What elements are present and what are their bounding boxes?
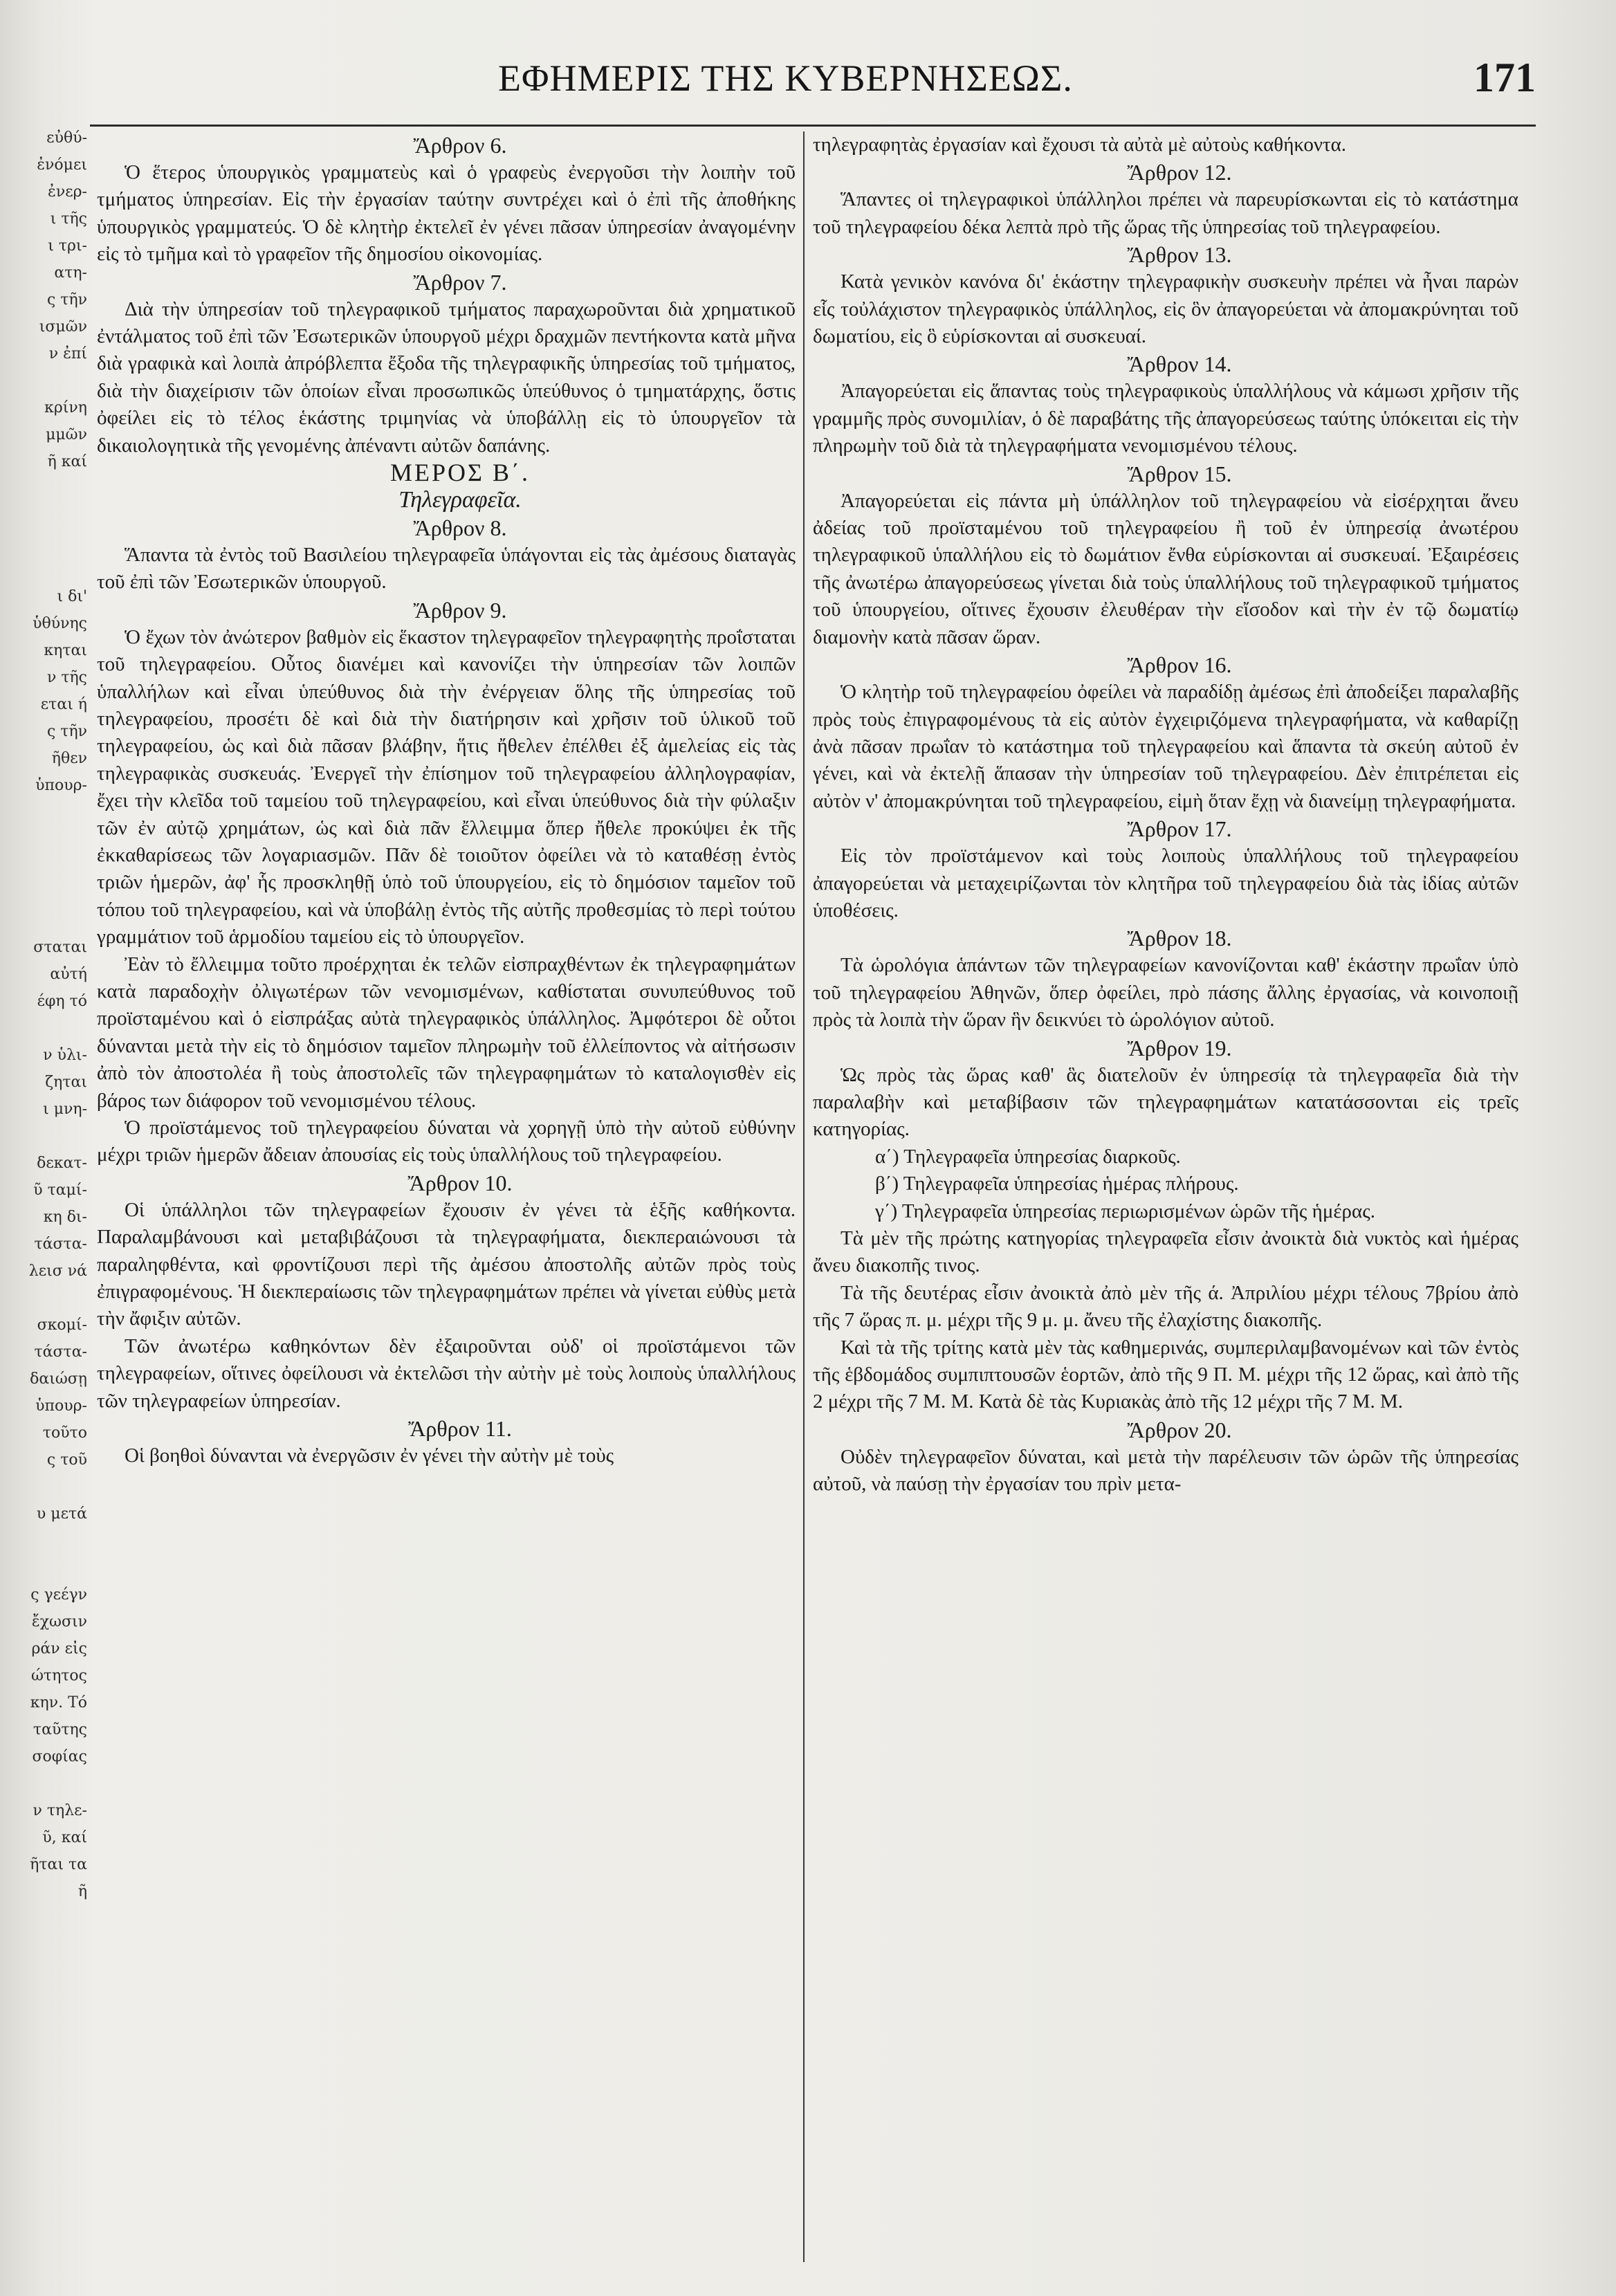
- list-item: γ΄) Τηλεγραφεῖα ὑπηρεσίας περιωρισμένων ὡρῶν τῆς ἡμέρας.: [875, 1200, 1375, 1222]
- paragraph: Ἅπαντες οἱ τηλεγραφικοὶ ὑπάλληλοι πρέπει νὰ παρευρίσκωνται εἰς τὸ κατάστημα τοῦ τηλεγραφείου δέκα λεπτὰ πρὸ τῆς ὥρας τῆς ὑπηρεσίας τοῦ τηλεγραφείου.: [813, 188, 1518, 238]
- edge-fragment: ατη-: [54, 264, 87, 282]
- paragraph: Ἐὰν τὸ ἔλλειμμα τοῦτο προέρχηται ἐκ τελῶν εἰσπραχθέντων ἐκ τηλεγραφημάτων κατὰ παραδοχὴν ὀλιγωτέρων τῶν νενομισμένων, καθίσταται συνυπεύθυνος τοῦ προϊσταμένου καὶ ὁ εἰσπράξας αὐτὰ τηλεγραφικὸς ὑπάλληλος. Ἀμφότεροι δὲ οὗτοι δύνανται μετὰ τὴν εἰς τὸ δημόσιον ταμεῖον πληρωμὴν τοῦ ἐλλείποντος νὰ αἰτήσωσιν ἀπὸ τὸν ἀποστολέα ἢ τοὺς ἀποστολεῖς τῶν τηλεγραφημάτων τὸ καταλογισθὲν εἰς βάρος των διάφορον τοῦ νενομισμένου τέλους.: [97, 953, 796, 1112]
- paragraph: Οἱ ὑπάλληλοι τῶν τηλεγραφείων ἔχουσιν ἐν γένει τὰ ἑξῆς καθήκοντα. Παραλαμβάνουσι καὶ μεταβιβάζουσι τὰ τηλεγραφήματα, διεκπεραιώνουσι τὰ παραληφθέντα, καὶ φροντίζουσι περὶ τῆς ἀμέσου ἀποστολῆς αὐτῶν πρὸς τοὺς ἐπιγραφομένους. Ἡ διεκπεραίωσις τῶν τηλεγραφημάτων πρέπει νὰ γίνεται εὐθὺς μετὰ τὴν ἄφιξιν αὐτῶν.: [97, 1198, 796, 1330]
- edge-fragment: [0, 1770, 87, 1797]
- article-heading: Ἄρθρον 15.: [1127, 461, 1232, 486]
- article-heading: Ἄρθρον 19.: [1127, 1035, 1232, 1060]
- edge-fragment: ν τηλε-: [33, 1802, 87, 1819]
- article-heading: Ἄρθρον 13.: [1127, 242, 1232, 268]
- edge-fragment: ῆ καί: [47, 453, 87, 470]
- paragraph: Διὰ τὴν ὑπηρεσίαν τοῦ τηλεγραφικοῦ τμήματος παραχωροῦνται διὰ χρηματικοῦ ἐντάλματος τοῦ ἐπὶ τῶν Ἐσωτερικῶν ὑπουργοῦ μέχρι δραχμῶν πεντήκοντα κατὰ μῆνα διὰ γραφικὰ καὶ λοιπὰ ἀπρόβλεπτα ἔξοδα τῆς τηλεγραφικῆς ὑπηρεσίας τοῦ τμήματος, διὰ τὴν διαχείρισιν τῶν ὁποίων εἶναι προσωπικῶς ὑπεύθυνος ὁ τμηματάρχης, ὅστις ὀφείλει εἰς τὸ τέλος ἑκάστης τριμηνίας νὰ ὑποβάλλῃ εἰς τὸ ὑπουργεῖον τὰ δικαιολογητικὰ τῆς γενομένης ἀπέναντι αὐτῶν δαπάνης.: [97, 297, 796, 457]
- paragraph: Εἰς τὸν προϊστάμενον καὶ τοὺς λοιποὺς ὑπαλλήλους τοῦ τηλεγραφείου ἀπαγορεύεται νὰ μεταχειρίζωνται τὸν κλητῆρα τοῦ τηλεγραφείου διὰ τὰς ἰδίας αὐτῶν ὑποθέσεις.: [813, 845, 1518, 921]
- article-heading: Ἄρθρον 10.: [407, 1170, 513, 1195]
- column-divider: [803, 131, 805, 2262]
- article-heading: Ἄρθρον 8.: [413, 515, 507, 540]
- article-heading: Ἄρθρον 20.: [1127, 1417, 1232, 1442]
- edge-fragment: ῦ, καί: [42, 1829, 87, 1846]
- gazette-title: ΕΦΗΜΕΡΙΣ ΤΗΣ ΚΥΒΕΡΝΗΣΕΩΣ.: [498, 57, 1073, 99]
- edge-fragment: δαιώσῃ: [30, 1370, 87, 1388]
- part-subheading: Τηλεγραφεῖα.: [398, 487, 522, 513]
- part-heading: ΜΕΡΟΣ Β΄.: [390, 459, 530, 487]
- edge-fragment: κην. Τό: [30, 1694, 87, 1711]
- paragraph: Τὰ τῆς δευτέρας εἶσιν ἀνοικτὰ ἀπὸ μὲν τῆς ά. Ἀπριλίου μέχρι τέλους 7βρίου ἀπὸ τῆς 7 ὥρας π. μ. μέχρι τῆς 9 μ. μ. ἄνευ τῆς ἐλαχίστης διακοπῆς.: [813, 1281, 1518, 1332]
- paragraph: Ἀπαγορεύεται εἰς ἅπαντας τοὺς τηλεγραφικοὺς ὑπαλλήλους νὰ κάμωσι χρῆσιν τῆς γραμμῆς πρὸς συνομιλίαν, ὁ δὲ παραβάτης τῆς ἀπαγορεύσεως ταύτης ὑπόκειται εἰς τὴν πληρωμὴν τοῦ διὰ τὰ τηλεγραφήματα νενομισμένου τέλους.: [813, 380, 1518, 457]
- edge-fragment: ώτητος: [30, 1667, 87, 1684]
- paragraph: Ὁ κλητὴρ τοῦ τηλεγραφείου ὀφείλει νὰ παραδίδῃ ἀμέσως ἐπὶ ἀποδείξει παραλαβῆς πρὸς τοὺς ἐπιγραφομένους τὰ εἰς αὐτὸν ἐγχειριζόμενα τηλεγραφήματα, νὰ καθαρίζῃ ἀνὰ πᾶσαν πρωΐαν τὸ κατάστημα τοῦ τηλεγραφείου καὶ ἅπαντα τὰ σκεύη αὐτοῦ ἐν γένει, καὶ νὰ ἐκτελῇ ἅπασαν τὴν ὑπηρεσίαν τοῦ τηλεγραφείου. Δὲν ἐπιτρέπεται εἰς αὐτὸν ν' ἀπομακρύνηται τοῦ τηλεγραφείου, εἰμὴ ὅταν ἔχῃ νὰ διανείμῃ τηλεγραφήματα.: [813, 681, 1518, 812]
- edge-fragment: ι μνη-: [43, 1101, 87, 1118]
- article-heading: Ἄρθρον 14.: [1127, 351, 1232, 377]
- edge-fragment: εὐθύ-: [46, 129, 87, 147]
- edge-fragment: [0, 826, 87, 853]
- edge-fragment: δεκατ-: [37, 1155, 87, 1172]
- page-header: [484, 57, 1536, 112]
- article-heading: Ἄρθρον 16.: [1127, 652, 1232, 678]
- page-number: 171: [1473, 55, 1536, 100]
- edge-fragment: ς γεέγν: [30, 1586, 87, 1604]
- header-rule: [90, 125, 1536, 127]
- edge-fragment: αὐτή: [50, 966, 87, 983]
- edge-fragment: ν ἐπί: [48, 345, 87, 362]
- edge-fragment: ς τοῦ: [46, 1451, 87, 1469]
- edge-fragment: [0, 1285, 87, 1312]
- edge-fragment: κρίνη: [44, 399, 87, 416]
- edge-fragment: μμῶν: [46, 426, 87, 443]
- paragraph: Τὰ μὲν τῆς πρώτης κατηγορίας τηλεγραφεῖα εἶσιν ἀνοικτὰ διὰ νυκτὸς καὶ ἡμέρας ἄνευ διακοπῆς τινος.: [813, 1227, 1518, 1277]
- edge-fragment: ὑπουρ-: [35, 1397, 87, 1415]
- edge-fragment: ς τῆν: [46, 291, 87, 309]
- edge-fragment: λεισ νά: [28, 1262, 87, 1280]
- edge-fragment: [0, 556, 87, 583]
- edge-fragment: τοῦτο: [42, 1424, 87, 1442]
- edge-fragment: [0, 367, 87, 394]
- article-heading: Ἄρθρον 7.: [413, 269, 507, 295]
- edge-fragment: ι τῆς: [50, 210, 87, 228]
- edge-fragment: [0, 1554, 87, 1581]
- edge-fragment: ἔχωσιν: [31, 1613, 87, 1631]
- article-heading: Ἄρθρον 11.: [408, 1416, 512, 1442]
- edge-fragment: ι δι': [57, 588, 87, 605]
- edge-fragment: ἐνόμει: [37, 156, 87, 174]
- edge-fragment: σοφίας: [32, 1748, 87, 1765]
- edge-fragment: έφη τό: [37, 993, 87, 1010]
- adjacent-page-edge-fragments: [0, 125, 90, 2269]
- paragraph: Τῶν ἀνωτέρω καθηκόντων δὲν ἐξαιροῦνται οὐδ' οἱ προϊστάμενοι τῶν τηλεγραφείων, οἵτινες ὀφείλουσι νὰ ἐκτελῶσι τὴν αὐτὴν μὲ τοὺς λοιποὺς ὑπαλλήλους τῶν τηλεγραφείων ὑπηρεσίαν.: [97, 1334, 796, 1412]
- edge-fragment: ισμῶν: [39, 318, 87, 336]
- paragraph: Ὡς πρὸς τὰς ὥρας καθ' ἃς διατελοῦν ἐν ὑπηρεσίᾳ τὰ τηλεγραφεῖα διὰ τὴν παραλαβὴν καὶ μεταβίβασιν τῶν τηλεγραφημάτων κατατάσσονται εἰς τρεῖς κατηγορίας.: [813, 1063, 1518, 1141]
- paragraph: Ὁ ἕτερος ὑπουργικὸς γραμματεὺς καὶ ὁ γραφεὺς ἐνεργοῦσι τὴν λοιπὴν τοῦ τμήματος ὑπηρεσίαν. Εἰς τὴν ἐργασίαν ταύτην συντρέχει καὶ ὁ ἐπὶ τῆς ἀποθήκης ὑπουργικὸς γραμματεύς. Ὁ δὲ κλητὴρ ἐκτελεῖ ἐν γένει πᾶσαν ὑπηρεσίαν ἀναγομένην εἰς τὸ τμῆμα καὶ τὸ γραφεῖον τῆς δημοσίου οἰκονομίας.: [97, 161, 796, 266]
- edge-fragment: ῆται τα: [30, 1856, 87, 1873]
- edge-fragment: [0, 1015, 87, 1042]
- edge-fragment: [0, 907, 87, 934]
- paragraph: Καὶ τὰ τῆς τρίτης κατὰ μὲν τὰς καθημερινάς, συμπεριλαμβανομένων καὶ τῶν ἐντὸς τῆς ἑβδομάδος συμπιπτουσῶν ἑορτῶν, ἀπὸ τῆς 9 Π. Μ. μέχρι τῆς 12 ὥρας, καὶ ἀπὸ τῆς 2 μέχρι τῆς 7 Μ. Μ. Κατὰ δὲ τὰς Κυριακὰς ἀπὸ τῆς 12 μέχρι τῆς 7 Μ. Μ.: [813, 1336, 1518, 1413]
- edge-fragment: ράν εἰς: [31, 1640, 87, 1657]
- edge-fragment: [0, 1473, 87, 1500]
- edge-fragment: σταται: [33, 939, 87, 956]
- edge-fragment: ῆθεν: [51, 750, 87, 767]
- article-heading: Ἄρθρον 6.: [413, 133, 507, 158]
- edge-fragment: [0, 529, 87, 556]
- right-column: [813, 131, 1518, 2269]
- list-item: β΄) Τηλεγραφεῖα ὑπηρεσίας ἡμέρας πλήρους.: [875, 1173, 1239, 1195]
- edge-fragment: ἐνερ-: [48, 183, 87, 201]
- edge-fragment: [0, 880, 87, 907]
- paragraph: Τὰ ὡρολόγια ἁπάντων τῶν τηλεγραφείων κανονίζονται καθ' ἑκάστην πρωΐαν ὑπὸ τοῦ τηλεγραφείου Ἀθηνῶν, ὅπερ ὀφείλει, πρὸ πάσης ἄλλης ἐργασίας, νὰ κοινοποιῇ πρὸς τὰ λοιπὰ τὴν ὥραν ἣν δεικνύει τὸ ὡρολόγιον αὐτοῦ.: [813, 954, 1518, 1031]
- edge-fragment: ταῦτης: [33, 1721, 87, 1738]
- edge-fragment: ὑθύνης: [33, 615, 87, 632]
- edge-fragment: τάστα-: [34, 1343, 87, 1361]
- list-item: α΄) Τηλεγραφεῖα ὑπηρεσίας διαρκοῦς.: [875, 1145, 1181, 1168]
- paragraph: Ἀπαγορεύεται εἰς πάντα μὴ ὑπάλληλον τοῦ τηλεγραφείου νὰ εἰσέρχηται ἄνευ ἀδείας τοῦ προϊσταμένου τοῦ τηλεγραφείου ἢ τοῦ ἐν ὑπηρεσίᾳ ἀνωτέρου τηλεγραφικοῦ ὑπαλλήλου εἰς τὸ δωμάτιον ἔνθα εὑρίσκονται αἱ συσκευαί. Ἐξαιρέσεις τῆς ἀνωτέρω ἀπαγορεύσεως γίνεται διὰ τοὺς ὑπαλλήλους τοῦ τηλεγραφικοῦ τμήματος τοῦ ὑπουργείου, οἵτινες ἔχουσιν ἐλευθέραν τὴν εἴσοδον καὶ τὴν ἐν τῷ δωματίῳ διαμονὴν κατὰ πᾶσαν ὥραν.: [813, 489, 1518, 648]
- paragraph: Οἱ βοηθοὶ δύνανται νὰ ἐνεργῶσιν ἐν γένει τὴν αὐτὴν μὲ τοὺς: [125, 1444, 614, 1467]
- article-heading: Ἄρθρον 18.: [1127, 926, 1232, 951]
- edge-fragment: ῆ: [77, 1883, 87, 1900]
- edge-fragment: [0, 853, 87, 880]
- edge-fragment: [0, 1123, 87, 1150]
- edge-fragment: ῦ ταμί-: [33, 1182, 87, 1199]
- edge-fragment: υ μετά: [36, 1505, 87, 1523]
- edge-fragment: κη δι-: [43, 1209, 87, 1226]
- edge-fragment: ι τρι-: [48, 237, 87, 255]
- edge-fragment: [0, 799, 87, 826]
- edge-fragment: ν τῆς: [46, 669, 87, 686]
- left-column: [97, 131, 796, 2269]
- paragraph: Ἅπαντα τὰ ἐντὸς τοῦ Βασιλείου τηλεγραφεῖα ὑπάγονται εἰς τὰς ἀμέσους διαταγὰς τοῦ ἐπὶ τῶν Ἐσωτερικῶν ὑπουργοῦ.: [97, 543, 796, 594]
- edge-fragment: [0, 1527, 87, 1554]
- edge-fragment: σκομί-: [37, 1316, 87, 1334]
- paragraph: Κατὰ γενικὸν κανόνα δι' ἑκάστην τηλεγραφικὴν συσκευὴν πρέπει νὰ ἦναι παρὼν εἷς τοὐλάχιστον τηλεγραφικὸς ὑπάλληλος, εἰς ὃν ἀπαγορεύεται νὰ ἀπομακρύνηται τοῦ δωματίου, εἰς ὃ εὑρίσκονται αἱ συσκευαί.: [813, 270, 1518, 348]
- continued-paragraph: τηλεγραφητὰς ἐργασίαν καὶ ἔχουσι τὰ αὐτὰ μὲ αὐτοὺς καθήκοντα.: [813, 134, 1347, 156]
- article-heading: Ἄρθρον 9.: [413, 597, 507, 623]
- edge-fragment: [0, 502, 87, 529]
- edge-fragment: κηται: [44, 642, 87, 659]
- paragraph: Οὐδὲν τηλεγραφεῖον δύναται, καὶ μετὰ τὴν παρέλευσιν τῶν ὡρῶν τῆς ὑπηρεσίας αὐτοῦ, νὰ παύσῃ τὴν ἐργασίαν του πρὶν μετα-: [813, 1445, 1518, 1496]
- edge-fragment: ν ὑλι-: [43, 1047, 87, 1064]
- edge-fragment: τάστα-: [34, 1236, 87, 1253]
- edge-fragment: [0, 475, 87, 502]
- article-heading: Ἄρθρον 17.: [1127, 816, 1232, 842]
- edge-fragment: ὑπουρ-: [35, 777, 87, 794]
- edge-fragment: εται ή: [40, 696, 87, 713]
- article-heading: Ἄρθρον 12.: [1127, 160, 1232, 185]
- paragraph: Ὁ προϊστάμενος τοῦ τηλεγραφείου δύναται νὰ χορηγῇ ὑπὸ τὴν αὐτοῦ εὐθύνην μέχρι τριῶν ἡμερῶν ἄδειαν ἀπουσίας εἰς τοὺς ὑπαλλήλους τοῦ τηλεγραφείου.: [97, 1117, 796, 1166]
- paragraph: Ὁ ἔχων τὸν ἀνώτερον βαθμὸν εἰς ἕκαστον τηλεγραφεῖον τηλεγραφητὴς προΐσταται τοῦ τηλεγραφείου. Οὗτος διανέμει καὶ κανονίζει τὴν ὑπηρεσίαν τῶν λοιπῶν ὑπαλλήλων καὶ εἶναι ὑπεύθυνος διὰ τὴν ἐνέργειαν ὅλης τῆς ὑπηρεσίας τοῦ τηλεγραφείου, προσέτι δὲ καὶ διὰ τὴν διατήρησιν καὶ χρῆσιν τοῦ ὑλικοῦ τοῦ τηλεγραφείου, ὡς καὶ διὰ πᾶσαν βλάβην, ἥτις ἤθελεν ἐπέλθει ἐξ ἀμελείας εἰς τὰς τηλεγραφικὰς συσκευάς. Ἐνεργεῖ τὴν ἐπίσημον τοῦ τηλεγραφείου ἀλληλογραφίαν, ἔχει τὴν κλεῖδα τοῦ ταμείου τοῦ τηλεγραφείου, καὶ εἶναι ὑπεύθυνος διὰ τὴν φύλαξιν τῶν ἐν αὐτῷ χρημάτων, ὡς καὶ διὰ πᾶν ἔλλειμμα ὅπερ ἤθελε προκύψει ἐκ τῆς ἐκκαθαρίσεως τῶν λογαριασμῶν. Πᾶν δὲ τοιοῦτον ὀφείλει νὰ τὸ καταθέσῃ ἐντὸς τριῶν ἡμερῶν, ἀφ' ἧς προσκληθῇ ὑπὸ τοῦ ὑπουργείου, εἰς τὸ δημόσιον ταμεῖον τοῦ τόπου τοῦ τηλεγραφείου, καὶ νὰ ὑποβάλῃ ἐντὸς τῆς αὐτῆς προθεσμίας τὸ περὶ τούτου γραμμάτιον τοῦ ἁρμοδίου ταμείου εἰς τὸ ὑπουργεῖον.: [97, 625, 796, 948]
- edge-fragment: ζηται: [45, 1074, 87, 1091]
- edge-fragment: ς τῆν: [46, 723, 87, 740]
